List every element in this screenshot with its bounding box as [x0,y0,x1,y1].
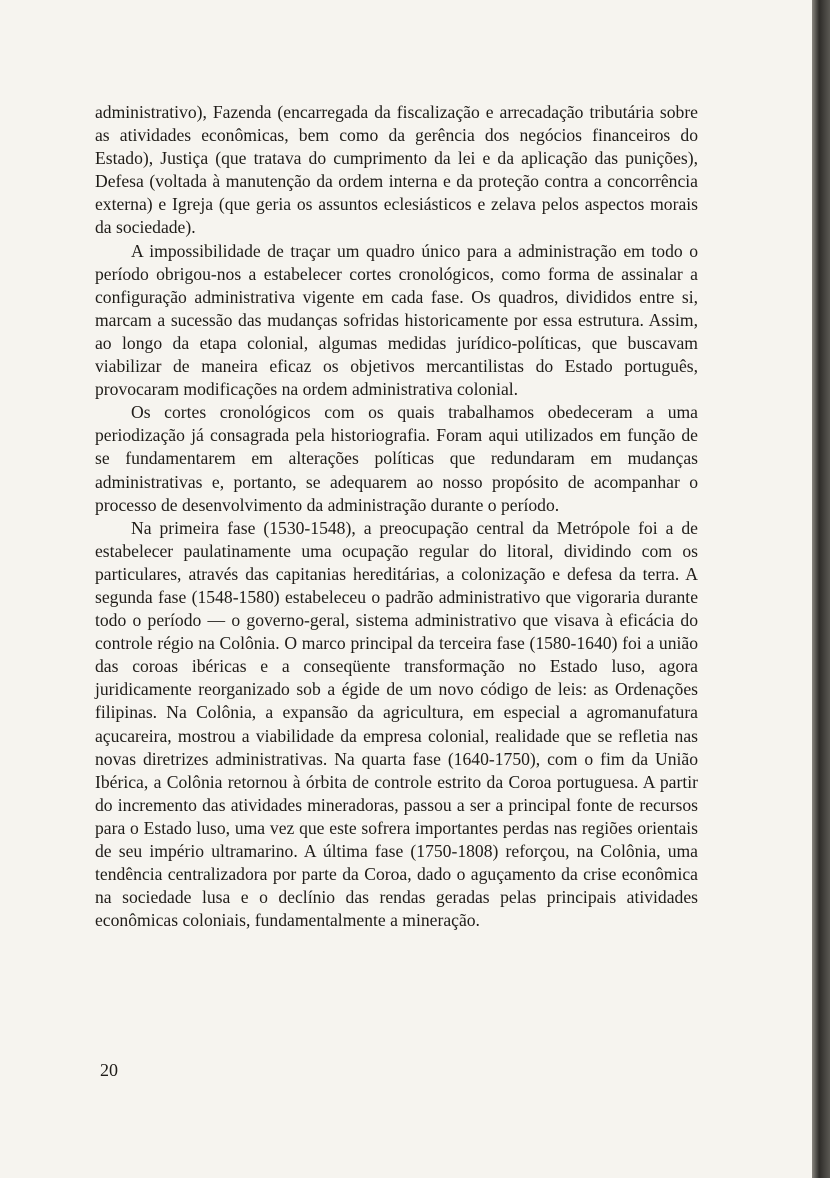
body-text [95,101,698,932]
paragraph-2: A impossibilidade de traçar um quadro único para a administração em todo o período obrigou-nos a estabelecer cortes cronológicos, como forma de assinalar a configuração administrativa vigente em cada fase. Os quadros, divididos entre si, marcam a sucessão das mudanças sofridas historicamente por essa estrutura. Assim, ao longo da etapa colonial, algumas medidas jurídico-políticas, que buscavam viabilizar de maneira eficaz os objetivos mercantilistas do Estado português, provocaram modificações na ordem administrativa colonial. [95,240,698,400]
book-binding-edge [812,0,830,1178]
paragraph-3: Os cortes cronológicos com os quais trabalhamos obedeceram a uma periodização já consagrada pela historiografia. Foram aqui utilizados em função de se fundamentarem em alterações políticas que redundaram em mudanças administrativas e, portanto, se adequarem ao nosso propósito de acompanhar o processo de desenvolvimento da administração durante o período. [95,402,698,515]
page-number: 20 [100,1060,118,1080]
paragraph-1: administrativo), Fazenda (encarregada da fiscalização e arrecadação tributária sobre as atividades econômicas, bem como da gerência dos negócios financeiros do Estado), Justiça (que tratava do cumprimento da lei e da aplicação das punições), Defesa (voltada à manutenção da ordem interna e da proteção contra a concorrência externa) e Igreja (que geria os assuntos eclesiásticos e zelava pelos aspectos morais da sociedade). [95,102,698,238]
paragraph-4: Na primeira fase (1530-1548), a preocupação central da Metrópole foi a de estabelecer paulatinamente uma ocupação regular do litoral, dividindo com os particulares, através das capitanias hereditárias, a colonização e defesa da terra. A segunda fase (1548-1580) estabeleceu o padrão administrativo que vigoraria durante todo o período — o governo-geral, sistema administrativo que visava à eficácia do controle régio na Colônia. O marco principal da terceira fase (1580-1640) foi a união das coroas ibéricas e a conseqüente transformação no Estado luso, agora juridicamente reorganizado sob a égide de um novo código de leis: as Ordenações filipinas. Na Colônia, a expansão da agricultura, em especial a agromanufatura açucareira, mostrou a viabilidade da empresa colonial, realidade que se refletia nas novas diretrizes administrativas. Na quarta fase (1640-1750), com o fim da União Ibérica, a Colônia retornou à órbita de controle estrito da Coroa portuguesa. A partir do incremento das atividades mineradoras, passou a ser a principal fonte de recursos para o Estado luso, uma vez que este sofrera importantes perdas nas regiões orientais de seu império ultramarino. A última fase (1750-1808) reforçou, na Colônia, uma tendência centralizadora por parte da Coroa, dado o aguçamento da crise econômica na sociedade lusa e o declínio das rendas geradas pelas principais atividades econômicas coloniais, fundamentalmente a mineração. [95,517,698,931]
